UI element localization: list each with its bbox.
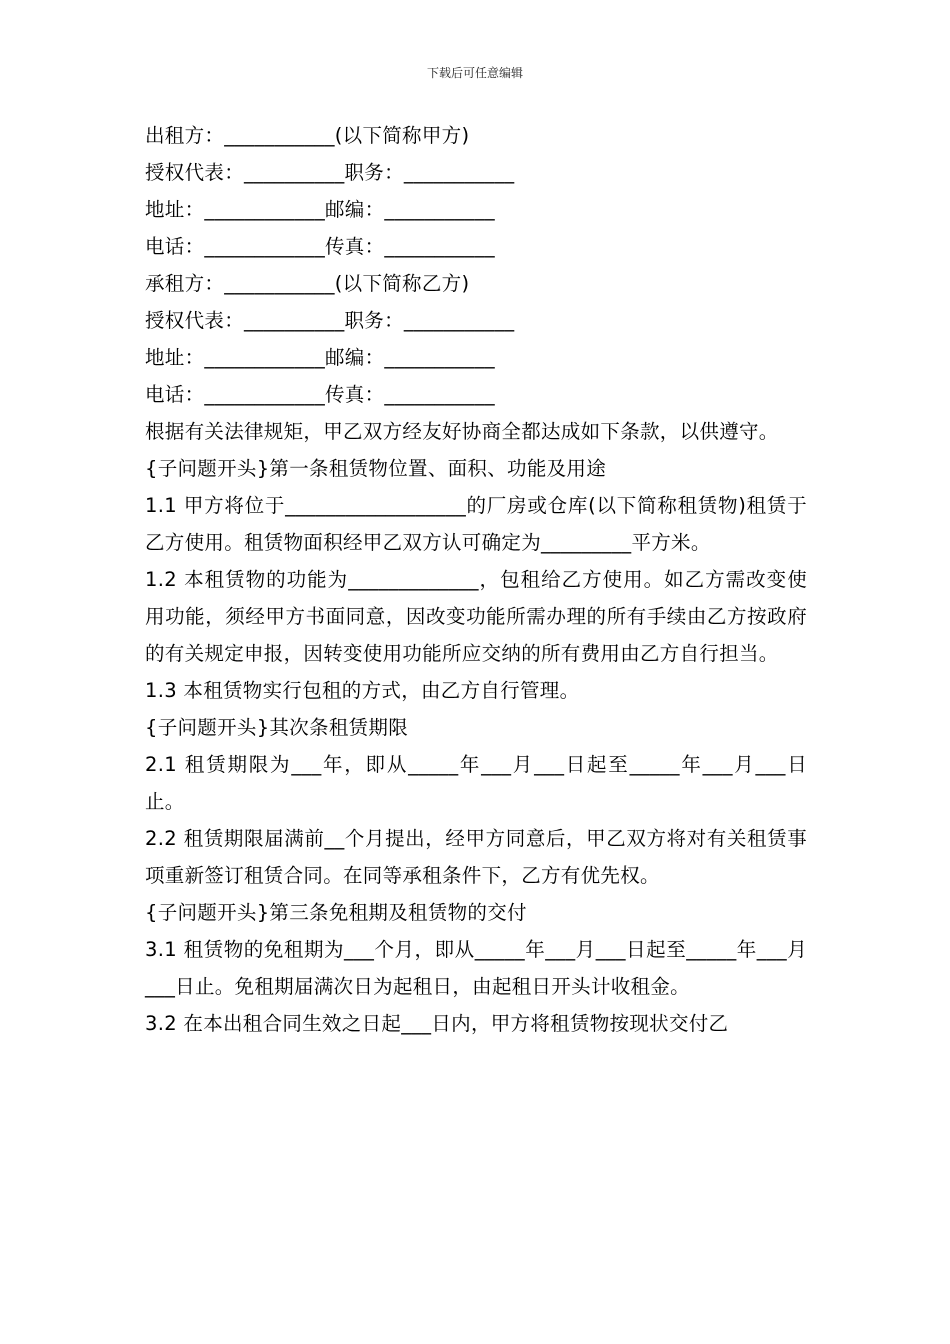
lessee-phone-line: 电话：____________传真：___________ bbox=[145, 383, 495, 406]
clause-2-1: 2.1 租赁期限为___年，即从_____年___月___日起至_____年___月___日止。 bbox=[145, 753, 807, 813]
lessee-representative-line: 授权代表：__________职务：___________ bbox=[145, 309, 515, 332]
lessor-line: 出租方：___________(以下简称甲方) bbox=[145, 124, 470, 147]
page-header: 下载后可任意编辑 bbox=[426, 66, 523, 80]
clause-1-1: 1.1 甲方将位于__________________的厂房或仓库(以下简称租赁物)租赁于乙方使用。租赁物面积经甲乙双方认可确定为_________平方米。 bbox=[145, 494, 807, 554]
clause-1-3: 1.3 本租赁物实行包租的方式，由乙方自行管理。 bbox=[145, 679, 580, 702]
clause-2-2: 2.2 租赁期限届满前__个月提出，经甲方同意后，甲乙双方将对有关租赁事项重新签订租赁合同。在同等承租条件下，乙方有优先权。 bbox=[145, 827, 807, 887]
preamble-paragraph: 根据有关法律规矩，甲乙双方经友好协商全都达成如下条款，以供遵守。 bbox=[145, 420, 779, 443]
article-1-heading: {子问题开头}第一条租赁物位置、面积、功能及用途 bbox=[145, 457, 607, 480]
clause-1-2: 1.2 本租赁物的功能为_____________，包租给乙方使用。如乙方需改变使用功能，须经甲方书面同意，因改变功能所需办理的所有手续由乙方按政府的有关规定申报，因转变使用功能所应交纳的所有费用由乙方自行担当。 bbox=[145, 568, 807, 665]
lessor-address-line: 地址：____________邮编：___________ bbox=[145, 198, 495, 221]
article-2-heading: {子问题开头}其次条租赁期限 bbox=[145, 716, 409, 739]
clause-3-2: 3.2 在本出租合同生效之日起___日内，甲方将租赁物按现状交付乙 bbox=[145, 1012, 729, 1035]
lessor-representative-line: 授权代表：__________职务：___________ bbox=[145, 161, 515, 184]
clause-3-1: 3.1 租赁物的免租期为___个月，即从_____年___月___日起至_____年___月___日止。免租期届满次日为起租日，由起租日开头计收租金。 bbox=[145, 938, 807, 998]
lessor-phone-line: 电话：____________传真：___________ bbox=[145, 235, 495, 258]
document-body bbox=[145, 117, 807, 1042]
lessee-line: 承租方：___________(以下简称乙方) bbox=[145, 272, 470, 295]
lessee-address-line: 地址：____________邮编：___________ bbox=[145, 346, 495, 369]
article-3-heading: {子问题开头}第三条免租期及租赁物的交付 bbox=[145, 901, 527, 924]
